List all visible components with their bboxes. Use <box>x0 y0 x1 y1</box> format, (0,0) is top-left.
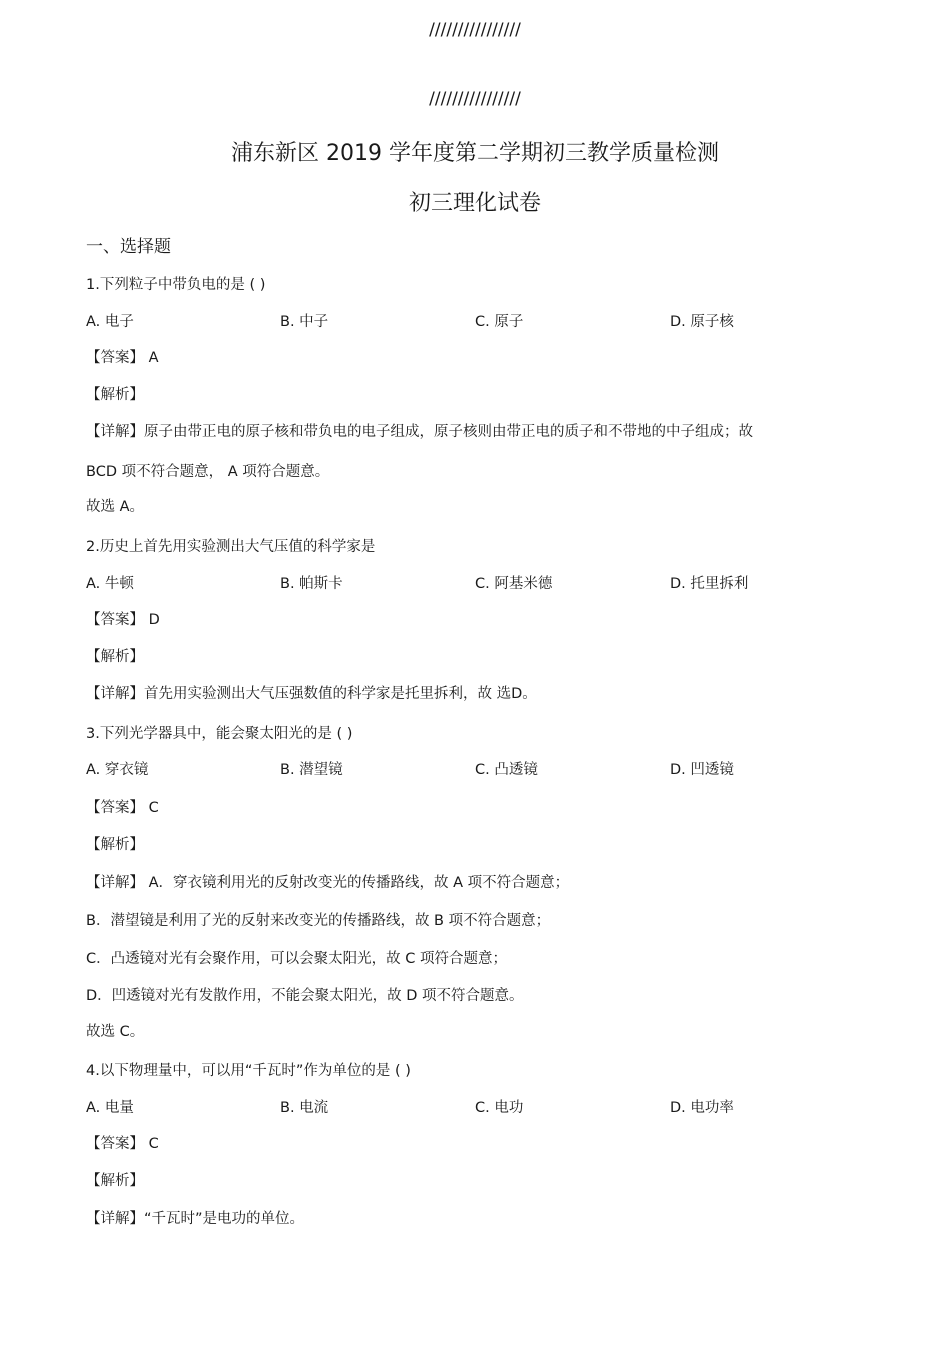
section-title: 一、选择题 <box>86 237 171 257</box>
question-1-detail-1: 【详解】原子由带正电的原子核和带负电的电子组成，原子核则由带正电的质子和不带地的中子组成；故 <box>86 424 753 440</box>
question-4-stem: 4.以下物理量中，可以用“千瓦时”作为单位的是 ( ) <box>86 1063 411 1079</box>
question-1-option-b: B. 中子 <box>280 314 329 330</box>
question-3-option-b: B. 潜望镜 <box>280 762 343 778</box>
question-3-option-c: C. 凸透镜 <box>475 762 538 778</box>
question-1-option-d: D. 原子核 <box>670 314 734 330</box>
question-4-option-d: D. 电功率 <box>670 1100 734 1116</box>
question-1-stem: 1.下列粒子中带负电的是 ( ) <box>86 277 266 293</box>
question-3-answer: 【答案】 C <box>86 800 159 816</box>
document-title: 浦东新区 2019 学年度第二学期初三教学质量检测 <box>231 141 719 166</box>
slash-separator-second: //////////////// <box>429 89 521 109</box>
question-2-analysis: 【解析】 <box>86 649 144 665</box>
question-2-option-b: B. 帕斯卡 <box>280 576 343 592</box>
question-3-conclusion: 故选 C。 <box>86 1024 145 1040</box>
question-1-answer: 【答案】 A <box>86 350 159 366</box>
question-3-stem: 3.下列光学器具中，能会聚太阳光的是 ( ) <box>86 726 353 742</box>
question-4-option-b: B. 电流 <box>280 1100 329 1116</box>
question-3-option-d: D. 凹透镜 <box>670 762 734 778</box>
slash-separator-top: //////////////// <box>429 20 521 40</box>
question-3-detail-4: D．凹透镜对光有发散作用，不能会聚太阳光，故 D 项不符合题意。 <box>86 988 524 1004</box>
question-4-detail-1: 【详解】“千瓦时”是电功的单位。 <box>86 1211 305 1227</box>
question-2-stem: 2.历史上首先用实验测出大气压值的科学家是 <box>86 539 376 555</box>
question-4-option-c: C. 电功 <box>475 1100 524 1116</box>
question-2-option-d: D. 托里拆利 <box>670 576 749 592</box>
question-1-conclusion: 故选 A。 <box>86 499 145 515</box>
question-3-analysis: 【解析】 <box>86 837 144 853</box>
document-subtitle: 初三理化试卷 <box>408 191 541 216</box>
question-3-detail-3: C．凸透镜对光有会聚作用，可以会聚太阳光，故 C 项符合题意； <box>86 951 507 967</box>
question-2-detail-1: 【详解】首先用实验测出大气压强数值的科学家是托里拆利，故 选D。 <box>86 686 537 702</box>
question-4-option-a: A. 电量 <box>86 1100 134 1116</box>
question-1-analysis: 【解析】 <box>86 387 144 403</box>
question-2-option-c: C. 阿基米德 <box>475 576 553 592</box>
question-1-option-c: C. 原子 <box>475 314 524 330</box>
question-3-option-a: A. 穿衣镜 <box>86 762 149 778</box>
question-4-analysis: 【解析】 <box>86 1173 144 1189</box>
question-4-answer: 【答案】 C <box>86 1136 159 1152</box>
question-3-detail-2: B．潜望镜是利用了光的反射来改变光的传播路线，故 B 项不符合题意； <box>86 913 551 929</box>
question-1-option-a: A. 电子 <box>86 314 134 330</box>
question-1-detail-2: BCD 项不符合题意， A 项符合题意。 <box>86 464 330 480</box>
question-2-answer: 【答案】 D <box>86 612 160 628</box>
question-3-detail-1: 【详解】 A．穿衣镜利用光的反射改变光的传播路线，故 A 项不符合题意； <box>86 875 570 891</box>
question-2-option-a: A. 牛顿 <box>86 576 134 592</box>
